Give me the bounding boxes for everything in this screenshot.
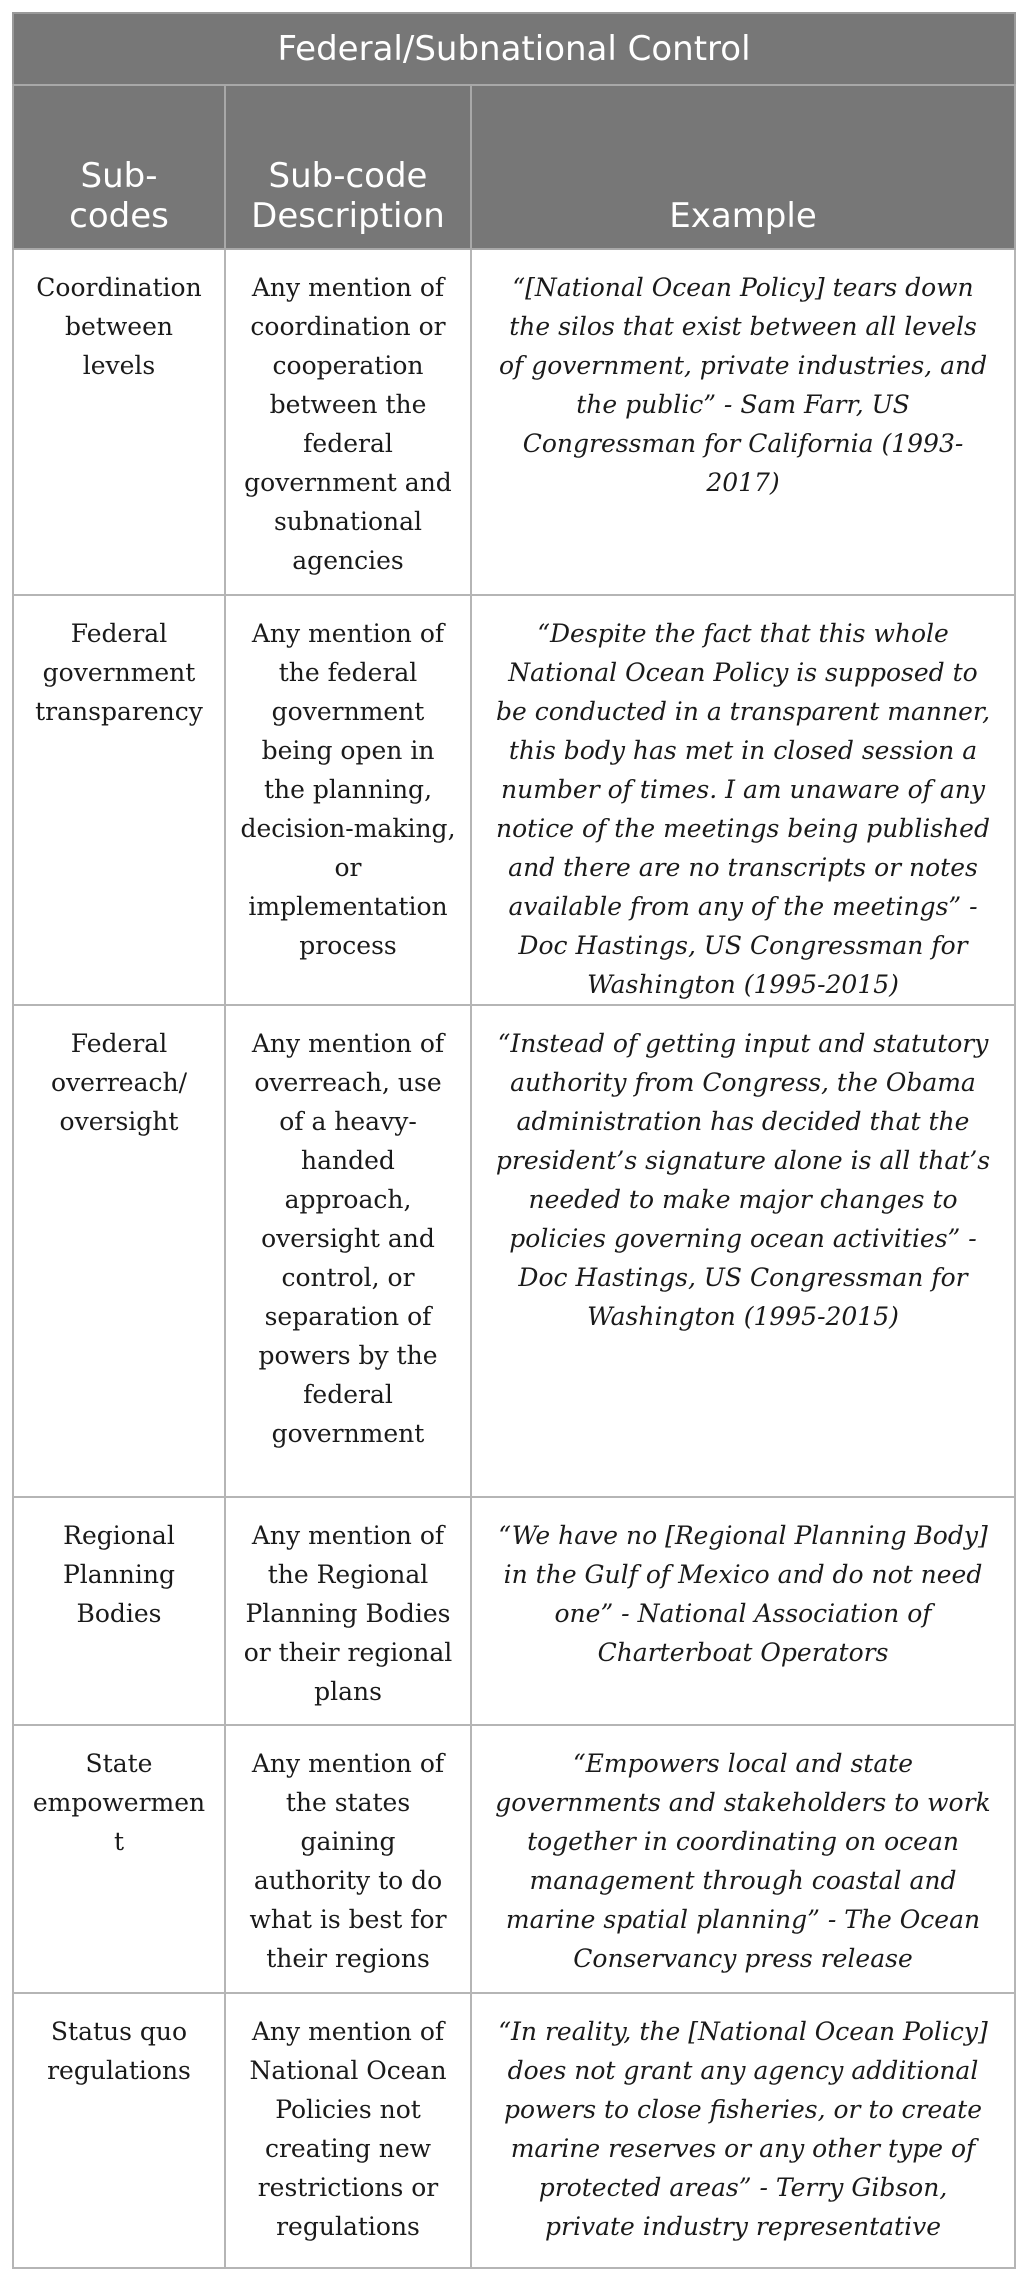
table-row (13, 595, 1015, 1005)
description-cell (225, 1497, 471, 1725)
subcode-cell (13, 1993, 225, 2268)
table-title: Federal/Subnational Control (13, 13, 1015, 85)
example-cell (471, 1497, 1015, 1725)
subcode-cell (13, 1725, 225, 1993)
description-text: Any mention of the states gaining authority to do what is best for their regions (249, 1749, 447, 1973)
subcode-cell (13, 1005, 225, 1497)
table-row (13, 249, 1015, 595)
header-subcodes (13, 85, 225, 249)
example-text: “[National Ocean Policy] tears down the silos that exist between all levels of government, private industries, and the public” - Sam Farr, US Congressman for California (1993-2017) (498, 273, 988, 497)
description-cell (225, 249, 471, 595)
description-text: Any mention of National Ocean Policies not creating new restrictions or regulations (249, 2017, 447, 2241)
example-text: “Despite the fact that this whole National Ocean Policy is supposed to be conducted in a transparent manner, this body has met in closed session a number of times. I am unaware of any notice of the meetings being published and there are no transcripts or notes available from any of the meetings” - Doc Hastings, US Congressman for Washington (1995-2015) (495, 619, 991, 999)
subcode-cell (13, 1497, 225, 1725)
example-cell (471, 1005, 1015, 1497)
example-cell (471, 1993, 1015, 2268)
example-cell (471, 249, 1015, 595)
header-description-label: Sub-code Description (251, 156, 445, 236)
table-row (13, 1005, 1015, 1497)
table-header-row (13, 85, 1015, 249)
example-text: “Empowers local and state governments and stakeholders to work together in coordinating on ocean management through coastal and marine spatial planning” - The Ocean Conservancy press release (495, 1749, 991, 1973)
table-row (13, 1497, 1015, 1725)
header-subcodes-label: Sub-codes (69, 156, 169, 236)
subcode-text: Status quo regulations (47, 2017, 191, 2085)
description-text: Any mention of coordination or cooperation between the federal government and subnational agencies (244, 273, 452, 575)
header-description (225, 85, 471, 249)
subcode-text: Federal overreach/ oversight (50, 1029, 188, 1136)
description-text: Any mention of the federal government being open in the planning, decision-making, or implementation process (240, 619, 456, 960)
description-cell (225, 595, 471, 1005)
subcode-text: State empowerment (32, 1749, 206, 1856)
header-example-label: Example (669, 196, 817, 236)
description-cell (225, 1993, 471, 2268)
coding-table (12, 12, 1016, 2269)
table-title-row (13, 13, 1015, 85)
table-row (13, 1993, 1015, 2268)
description-cell (225, 1725, 471, 1993)
example-cell (471, 1725, 1015, 1993)
description-text: Any mention of overreach, use of a heavy-handed approach, oversight and control, or separation of powers by the federal government (251, 1029, 445, 1448)
subcode-text: Regional Planning Bodies (62, 1521, 176, 1628)
subcode-text: Coordination between levels (36, 273, 202, 380)
example-cell (471, 595, 1015, 1005)
subcode-cell (13, 595, 225, 1005)
header-example (471, 85, 1015, 249)
example-text: “Instead of getting input and statutory authority from Congress, the Obama administration has decided that the president’s signature alone is all that’s needed to make major changes to policies governing ocean activities” - Doc Hastings, US Congressman for Washington (1995-2015) (495, 1029, 991, 1331)
table-row (13, 1725, 1015, 1993)
example-text: “We have no [Regional Planning Body] in the Gulf of Mexico and do not need one” - National Association of Charterboat Operators (498, 1521, 988, 1667)
subcode-text: Federal government transparency (35, 619, 203, 726)
coding-table-page (12, 12, 1014, 2241)
description-cell (225, 1005, 471, 1497)
subcode-cell (13, 249, 225, 595)
example-text: “In reality, the [National Ocean Policy] does not grant any agency additional powers to close fisheries, or to create marine reserves or any other type of protected areas” - Terry Gibson, private industry representative (498, 2017, 988, 2241)
description-text: Any mention of the Regional Planning Bodies or their regional plans (243, 1521, 453, 1706)
